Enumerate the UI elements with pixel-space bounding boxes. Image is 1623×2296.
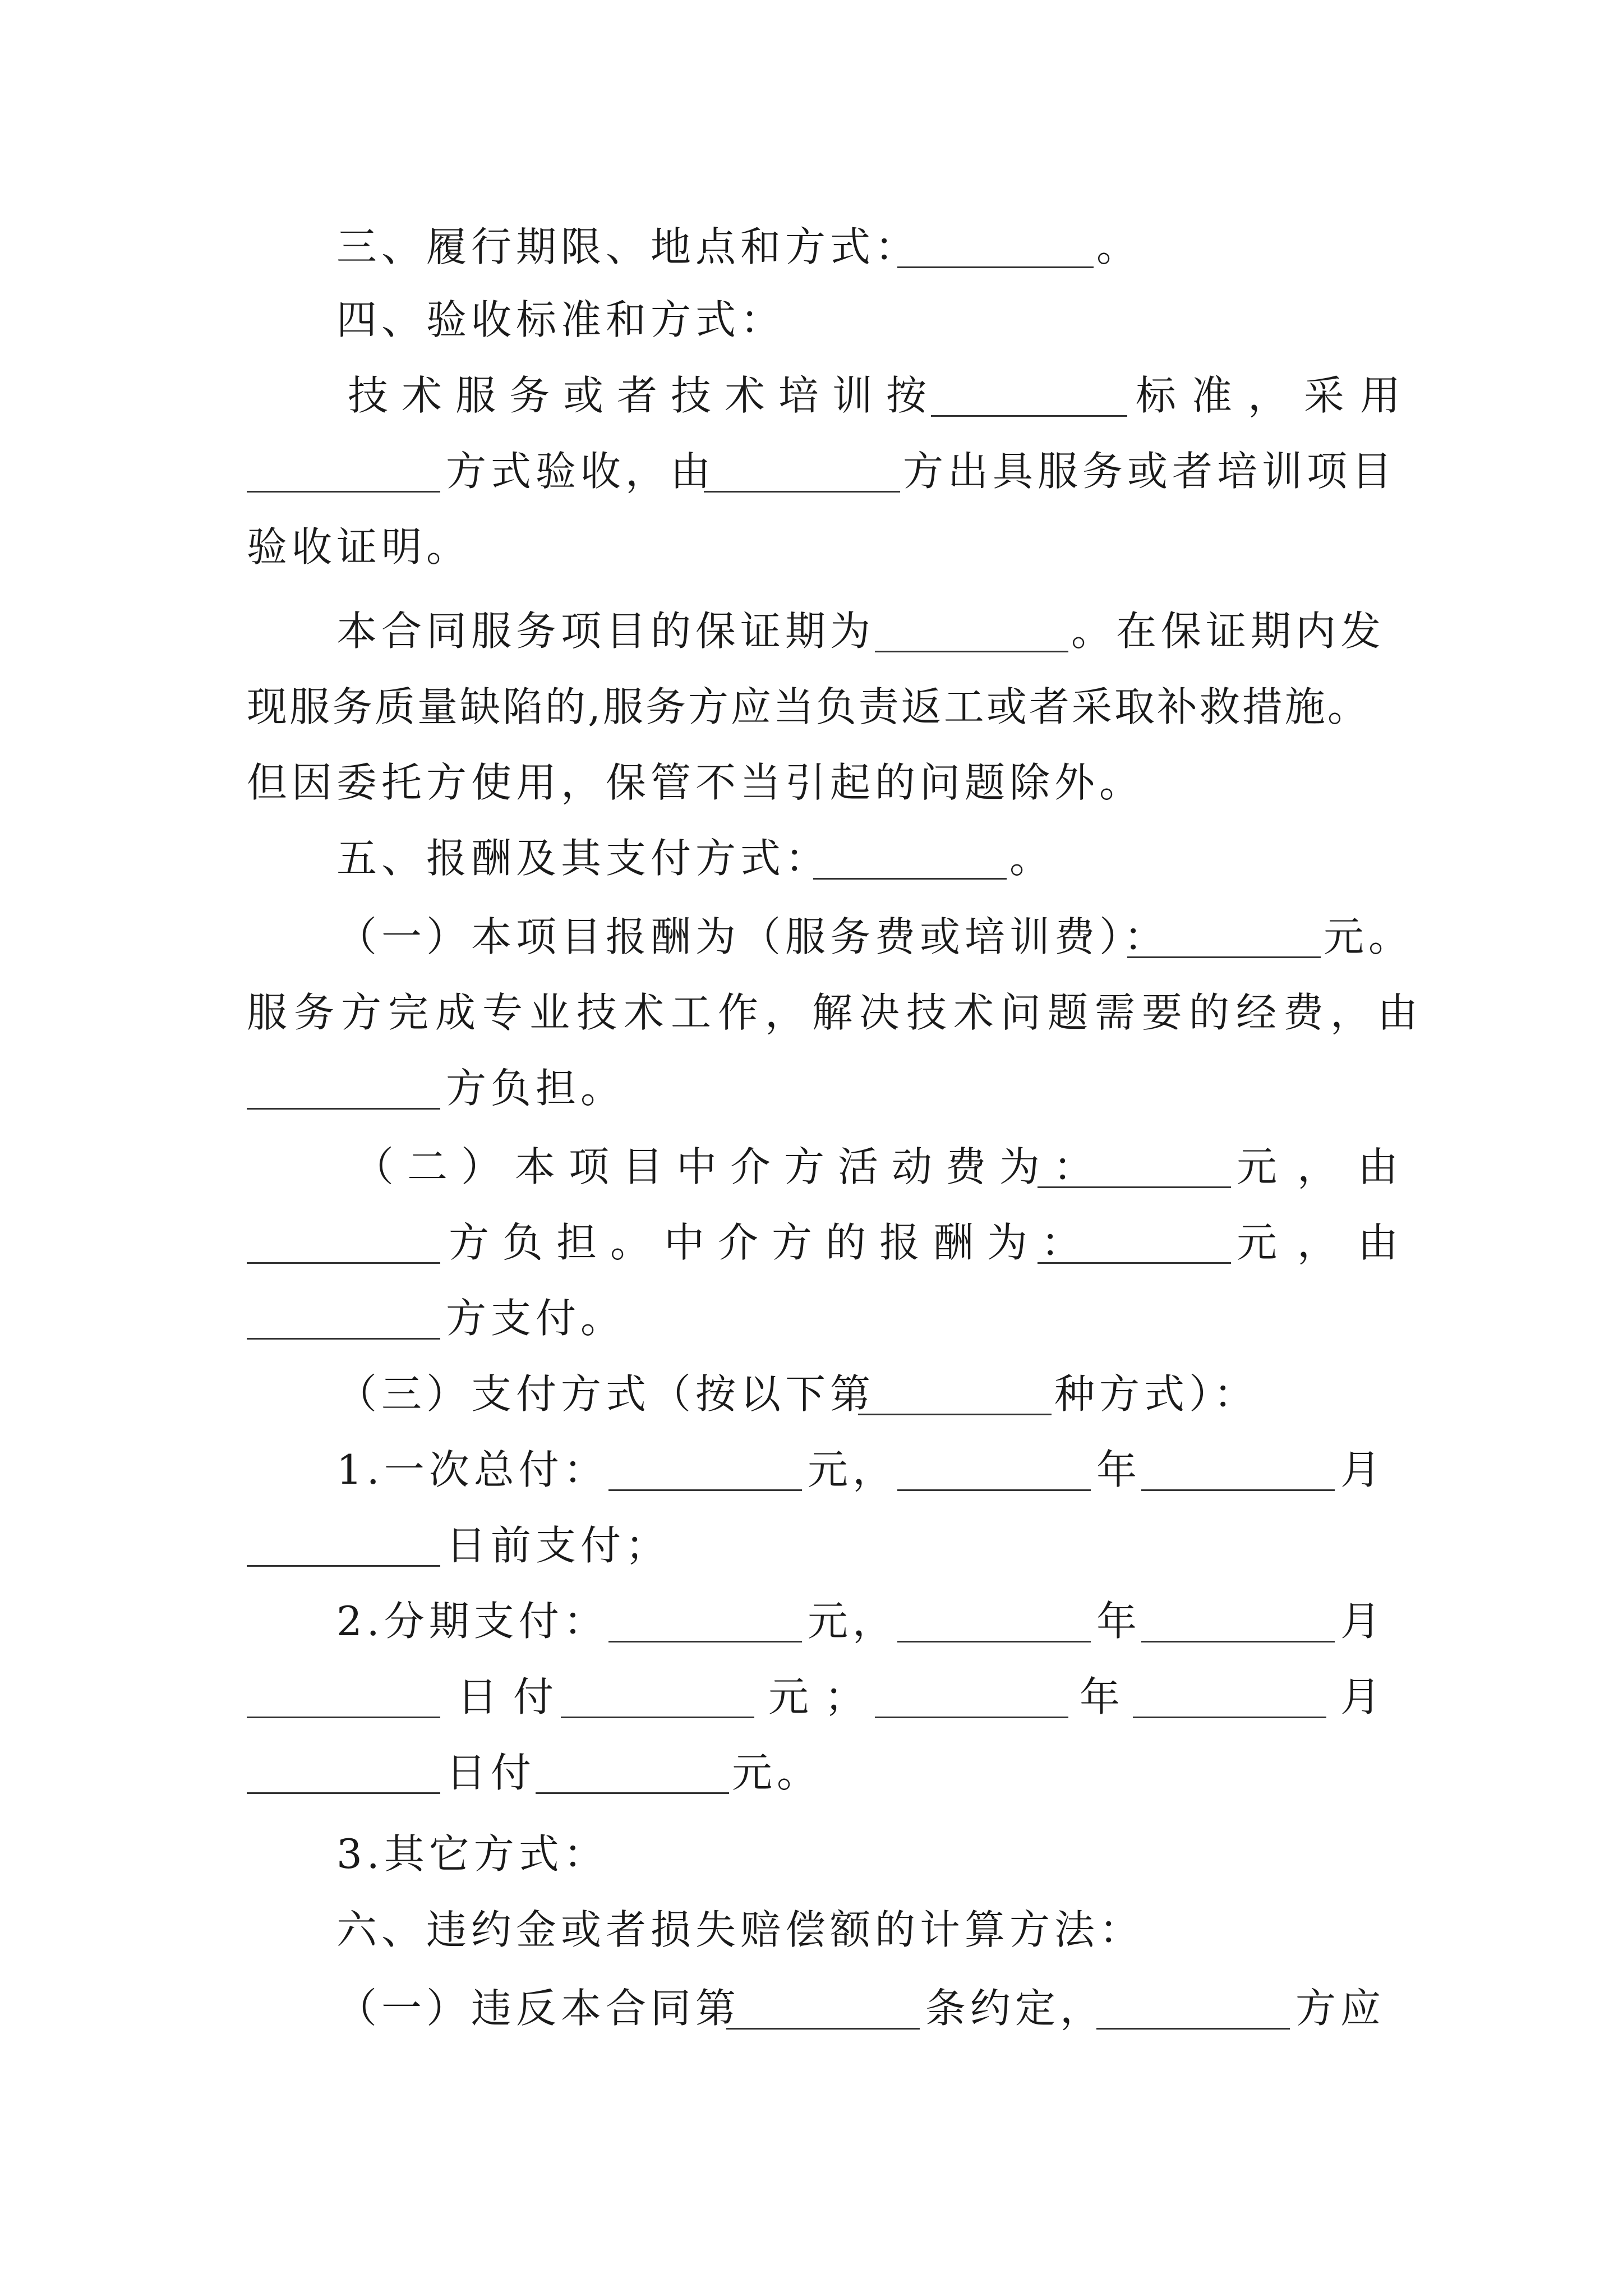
text-line <box>0 903 1623 970</box>
blank-underline <box>608 1489 802 1491</box>
text-segment: 年 <box>1080 1673 1125 1720</box>
blank-underline <box>897 266 1094 268</box>
blank-underline <box>897 1489 1091 1491</box>
text-segment: 元。 <box>1324 913 1414 960</box>
text-segment: 年 <box>1096 1446 1142 1493</box>
text-segment: 元，由 <box>1237 1143 1419 1190</box>
text-line <box>0 1975 1623 2042</box>
text-segment: 2.分期支付： <box>336 1598 608 1645</box>
section-heading <box>0 1896 1623 1963</box>
text-segment: 日付 <box>457 1673 570 1720</box>
text-segment: 方式验收，由 <box>446 448 716 495</box>
text-segment: 六、违约金或者损失赔偿额的计算方法： <box>336 1906 1145 1953</box>
text-line <box>0 438 1623 505</box>
text-segment: 五、报酬及其支付方式： <box>336 835 831 882</box>
blank-underline <box>536 1792 729 1794</box>
blank-underline <box>1133 1717 1326 1718</box>
text-segment: 年 <box>1096 1598 1142 1645</box>
text-line <box>0 1512 1623 1579</box>
blank-underline <box>875 1717 1068 1718</box>
text-line <box>0 1739 1623 1806</box>
blank-underline <box>1141 1641 1335 1642</box>
text-segment: 方应 <box>1295 1985 1386 2032</box>
text-segment: 月 <box>1340 1598 1386 1645</box>
blank-underline <box>875 651 1068 652</box>
text-line <box>0 1436 1623 1503</box>
text-segment: 日付 <box>446 1749 536 1796</box>
text-line <box>0 673 1623 740</box>
blank-underline <box>931 415 1127 417</box>
text-segment: 1.一次总付： <box>336 1446 608 1493</box>
text-segment: 服务方完成专业技术工作，解决技术问题需要的经费，由 <box>247 989 1425 1036</box>
blank-underline <box>247 1565 440 1567</box>
text-segment: 现服务质量缺陷的,服务方应当负责返工或者采取补救措施。 <box>247 683 1370 730</box>
section-heading <box>0 825 1623 892</box>
text-segment: 方负担。中介方的报酬为： <box>449 1219 1095 1266</box>
text-segment: 元。 <box>732 1749 822 1796</box>
blank-underline <box>1127 956 1321 958</box>
text-segment: 元， <box>808 1598 898 1645</box>
text-segment: 。 <box>1096 223 1142 270</box>
text-line <box>0 362 1623 429</box>
text-segment: 3.其它方式： <box>336 1830 608 1878</box>
blank-underline <box>608 1641 802 1642</box>
text-segment: 本合同服务项目的保证期为 <box>336 608 875 655</box>
section-heading <box>0 286 1623 353</box>
text-segment: 方出具服务或者培训项目 <box>903 448 1397 495</box>
blank-underline <box>704 491 900 493</box>
text-segment: （一）本项目报酬为（服务费或培训费）： <box>336 913 1169 960</box>
text-segment: （二）本项目中介方活动费为： <box>353 1143 1108 1190</box>
text-line <box>0 1133 1623 1200</box>
text-segment: （三）支付方式（按以下第 <box>336 1370 875 1418</box>
text-segment: 四、验收标准和方式： <box>336 296 786 343</box>
blank-underline <box>247 1338 440 1340</box>
text-segment: 技术服务或者技术培训按 <box>348 372 940 419</box>
text-line <box>0 1209 1623 1276</box>
text-line <box>0 1055 1623 1122</box>
blank-underline <box>858 1414 1052 1415</box>
text-line <box>0 1360 1623 1428</box>
text-segment: （一）违反本合同第 <box>336 1985 741 2032</box>
text-line <box>0 597 1623 665</box>
text-segment: 方负担。 <box>446 1065 626 1112</box>
text-segment: 但因委托方使用，保管不当引起的问题除外。 <box>247 759 1145 806</box>
text-segment: 标准，采用 <box>1136 372 1417 419</box>
blank-underline <box>247 491 440 493</box>
text-segment: 。 <box>1009 835 1055 882</box>
text-line <box>0 1285 1623 1352</box>
text-segment: 种方式）： <box>1054 1370 1259 1418</box>
text-line <box>0 1820 1623 1888</box>
text-line <box>0 513 1623 581</box>
blank-underline <box>1038 1262 1231 1264</box>
blank-underline <box>247 1262 440 1264</box>
text-segment: 验收证明。 <box>247 523 472 570</box>
text-segment: 元，由 <box>1237 1219 1419 1266</box>
text-segment: 方支付。 <box>446 1295 626 1342</box>
blank-underline <box>813 878 1007 880</box>
blank-underline <box>1141 1489 1335 1491</box>
text-segment: 元； <box>768 1673 881 1720</box>
text-segment: 月 <box>1340 1446 1386 1493</box>
text-segment: 日前支付； <box>446 1522 671 1569</box>
text-segment: 条约定， <box>925 1985 1105 2032</box>
text-line <box>0 749 1623 816</box>
text-segment: 月 <box>1340 1673 1386 1720</box>
blank-underline <box>561 1717 754 1718</box>
blank-underline <box>247 1792 440 1794</box>
text-segment: 。在保证期内发 <box>1071 608 1386 655</box>
text-segment: 元， <box>808 1446 898 1493</box>
text-line <box>0 213 1623 280</box>
blank-underline <box>247 1717 440 1718</box>
blank-underline <box>1038 1186 1231 1188</box>
text-segment: 三、履行期限、地点和方式： <box>336 223 920 270</box>
blank-underline <box>247 1108 440 1110</box>
blank-underline <box>726 2028 920 2030</box>
blank-underline <box>1096 2028 1290 2030</box>
text-line <box>0 1663 1623 1731</box>
text-line <box>0 979 1623 1046</box>
text-line <box>0 1588 1623 1655</box>
blank-underline <box>897 1641 1091 1642</box>
